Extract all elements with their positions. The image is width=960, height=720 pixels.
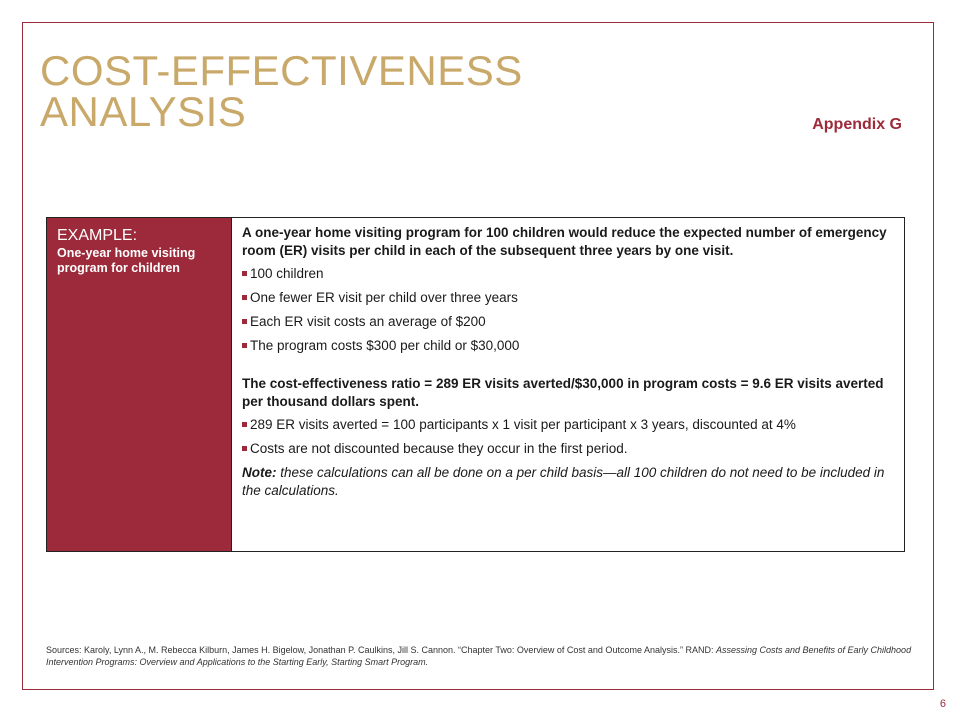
example-content: [231, 218, 904, 551]
example-box: [46, 217, 905, 552]
note-text: these calculations can all be done on a per child basis—all 100 children do not need to be included in the calculations.: [242, 465, 885, 498]
note-label: Note:: [242, 465, 277, 480]
appendix-label: Appendix G: [812, 116, 902, 133]
example-subtitle: One-year home visiting program for children: [57, 246, 196, 275]
bullet-square-icon: [242, 319, 247, 324]
title-line-2: ANALYSIS: [40, 88, 247, 135]
sources-title: Assessing Costs and Benefits of Early Childhood Intervention Programs: Overview and Applications to the Starting Early, Starting Smart Program.: [46, 645, 912, 667]
bullet-square-icon: [242, 343, 247, 348]
bullet-square-icon: [242, 422, 247, 427]
list-item: One fewer ER visit per child over three years: [242, 289, 894, 307]
list-item: Costs are not discounted because they occur in the first period.: [242, 440, 894, 458]
ratio-statement: The cost-effectiveness ratio = 289 ER visits averted/$30,000 in program costs = 9.6 ER visits averted per thousand dollars spent.: [242, 376, 884, 409]
list-item: The program costs $300 per child or $30,000: [242, 337, 894, 355]
example-intro: A one-year home visiting program for 100 children would reduce the expected number of emergency room (ER) visits per child in each of the subsequent three years by one visit.: [242, 225, 887, 258]
list-item: 289 ER visits averted = 100 participants x 1 visit per participant x 3 years, discounted at 4%: [242, 416, 894, 434]
bullet-list-2: [242, 416, 894, 458]
title-line-1: COST-EFFECTIVENESS: [40, 47, 523, 94]
bullet-square-icon: [242, 446, 247, 451]
list-item: Each ER visit costs an average of $200: [242, 313, 894, 331]
page-title: [40, 47, 740, 135]
example-sidebar: [47, 218, 231, 551]
page-number: 6: [939, 698, 946, 710]
bullet-square-icon: [242, 295, 247, 300]
sources-citation: [46, 644, 916, 668]
sources-prefix: Sources: Karoly, Lynn A., M. Rebecca Kilburn, James H. Bigelow, Jonathan P. Caulkins, Jill S. Cannon. “Chapter Two: Overview of Cost and Outcome Analysis.” RAND:: [46, 645, 716, 655]
example-label: EXAMPLE:: [57, 227, 138, 244]
bullet-list-1: [242, 265, 894, 355]
note: [242, 464, 894, 500]
list-item: 100 children: [242, 265, 894, 283]
bullet-square-icon: [242, 271, 247, 276]
